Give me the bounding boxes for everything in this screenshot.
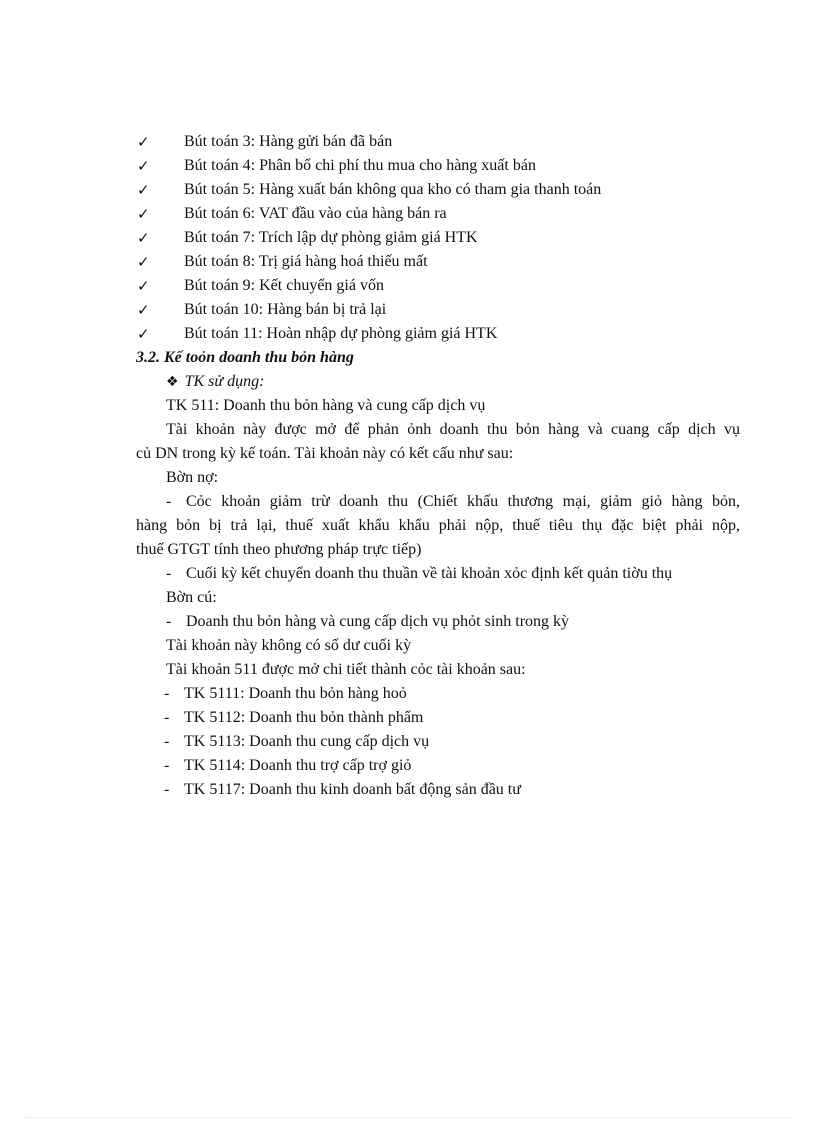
sub-account-text: TK 5111: Doanh thu bỏn hàng hoỏ <box>184 685 407 702</box>
checkmark-icon: ✓ <box>137 229 150 247</box>
dash-bullet: - <box>166 565 172 582</box>
checklist-item-text: Bút toán 4: Phân bổ chi phí thu mua cho hàng xuất bán <box>184 157 536 174</box>
checkmark-icon: ✓ <box>137 133 150 151</box>
checklist-item-text: Bút toán 3: Hàng gửi bán đã bán <box>184 133 393 150</box>
sub-account-text: TK 5114: Doanh thu trợ cấp trợ giỏ <box>184 757 412 774</box>
debit-item-text: Cỏc khoản giảm trừ doanh thu (Chiết khấu thương mại, giảm giỏ hàng bỏn, <box>186 493 740 510</box>
section-heading: 3.2. Kế toỏn doanh thu bỏn hàng <box>136 349 354 366</box>
sub-account-text: TK 5112: Doanh thu bỏn thành phẩm <box>184 709 424 726</box>
checkmark-icon: ✓ <box>137 277 150 295</box>
no-balance-note: Tài khoản này không có số dư cuối kỳ <box>166 637 412 654</box>
dash-bullet: - <box>166 493 172 510</box>
account-title: TK 511: Doanh thu bỏn hàng và cung cấp dịch vụ <box>166 397 486 414</box>
checklist-item-text: Bút toán 7: Trích lập dự phòng giảm giá HTK <box>184 229 478 246</box>
checkmark-icon: ✓ <box>137 325 150 343</box>
checklist-item-text: Bút toán 8: Trị giá hàng hoá thiếu mất <box>184 253 428 270</box>
checkmark-icon: ✓ <box>137 205 150 223</box>
checklist-item-text: Bút toán 10: Hàng bán bị trả lại <box>184 301 387 318</box>
subheading-text: TK sử dụng: <box>184 373 265 390</box>
debit-item <box>166 492 740 512</box>
sub-account-text: TK 5117: Doanh thu kinh doanh bất động sản đầu tư <box>184 781 521 798</box>
checklist-item-text: Bút toán 11: Hoàn nhập dự phòng giảm giá HTK <box>184 325 498 342</box>
sub-accounts-intro: Tài khoản 511 được mở chi tiết thành cỏc tài khoản sau: <box>166 661 526 678</box>
description-line: Tài khoản này được mở để phản ỏnh doanh thu bỏn hàng và cuang cấp dịch vụ <box>166 421 740 438</box>
debit-item-continuation: thuế GTGT tính theo phương pháp trực tiếp) <box>136 541 422 558</box>
debit-item <box>166 564 740 584</box>
credit-item <box>166 612 740 632</box>
credit-item-text: Doanh thu bỏn hàng và cung cấp dịch vụ phỏt sinh trong kỳ <box>186 613 570 630</box>
checkmark-icon: ✓ <box>137 181 150 199</box>
dash-bullet: - <box>164 685 170 702</box>
checkmark-icon: ✓ <box>137 301 150 319</box>
debit-label: Bờn nợ: <box>166 469 219 486</box>
checklist-item-text: Bút toán 9: Kết chuyển giá vốn <box>184 277 384 294</box>
subheading <box>166 372 264 392</box>
description-line: củ DN trong kỳ kế toán. Tài khoản này có kết cấu như sau: <box>136 445 514 462</box>
credit-label: Bờn cú: <box>166 589 217 606</box>
sub-account-text: TK 5113: Doanh thu cung cấp dịch vụ <box>184 733 430 750</box>
checklist-item-text: Bút toán 6: VAT đầu vào của hàng bán ra <box>184 205 447 222</box>
diamond-bullet-icon: ❖ <box>166 374 179 390</box>
debit-item-text: Cuối kỳ kết chuyển doanh thu thuần về tài khoản xỏc định kết quản tiờu thụ <box>186 565 673 582</box>
dash-bullet: - <box>164 781 170 798</box>
dash-bullet: - <box>164 757 170 774</box>
debit-item-continuation: hàng bỏn bị trả lại, thuế xuất khẩu khẩu phải nộp, thuế tiêu thụ đặc biệt phải nộp, <box>136 517 740 534</box>
checklist-item-text: Bút toán 5: Hàng xuất bán không qua kho có tham gia thanh toán <box>184 181 602 198</box>
checkmark-icon: ✓ <box>137 157 150 175</box>
page-bottom-rule <box>24 1117 792 1118</box>
dash-bullet: - <box>164 733 170 750</box>
dash-bullet: - <box>166 613 172 630</box>
dash-bullet: - <box>164 709 170 726</box>
checkmark-icon: ✓ <box>137 253 150 271</box>
